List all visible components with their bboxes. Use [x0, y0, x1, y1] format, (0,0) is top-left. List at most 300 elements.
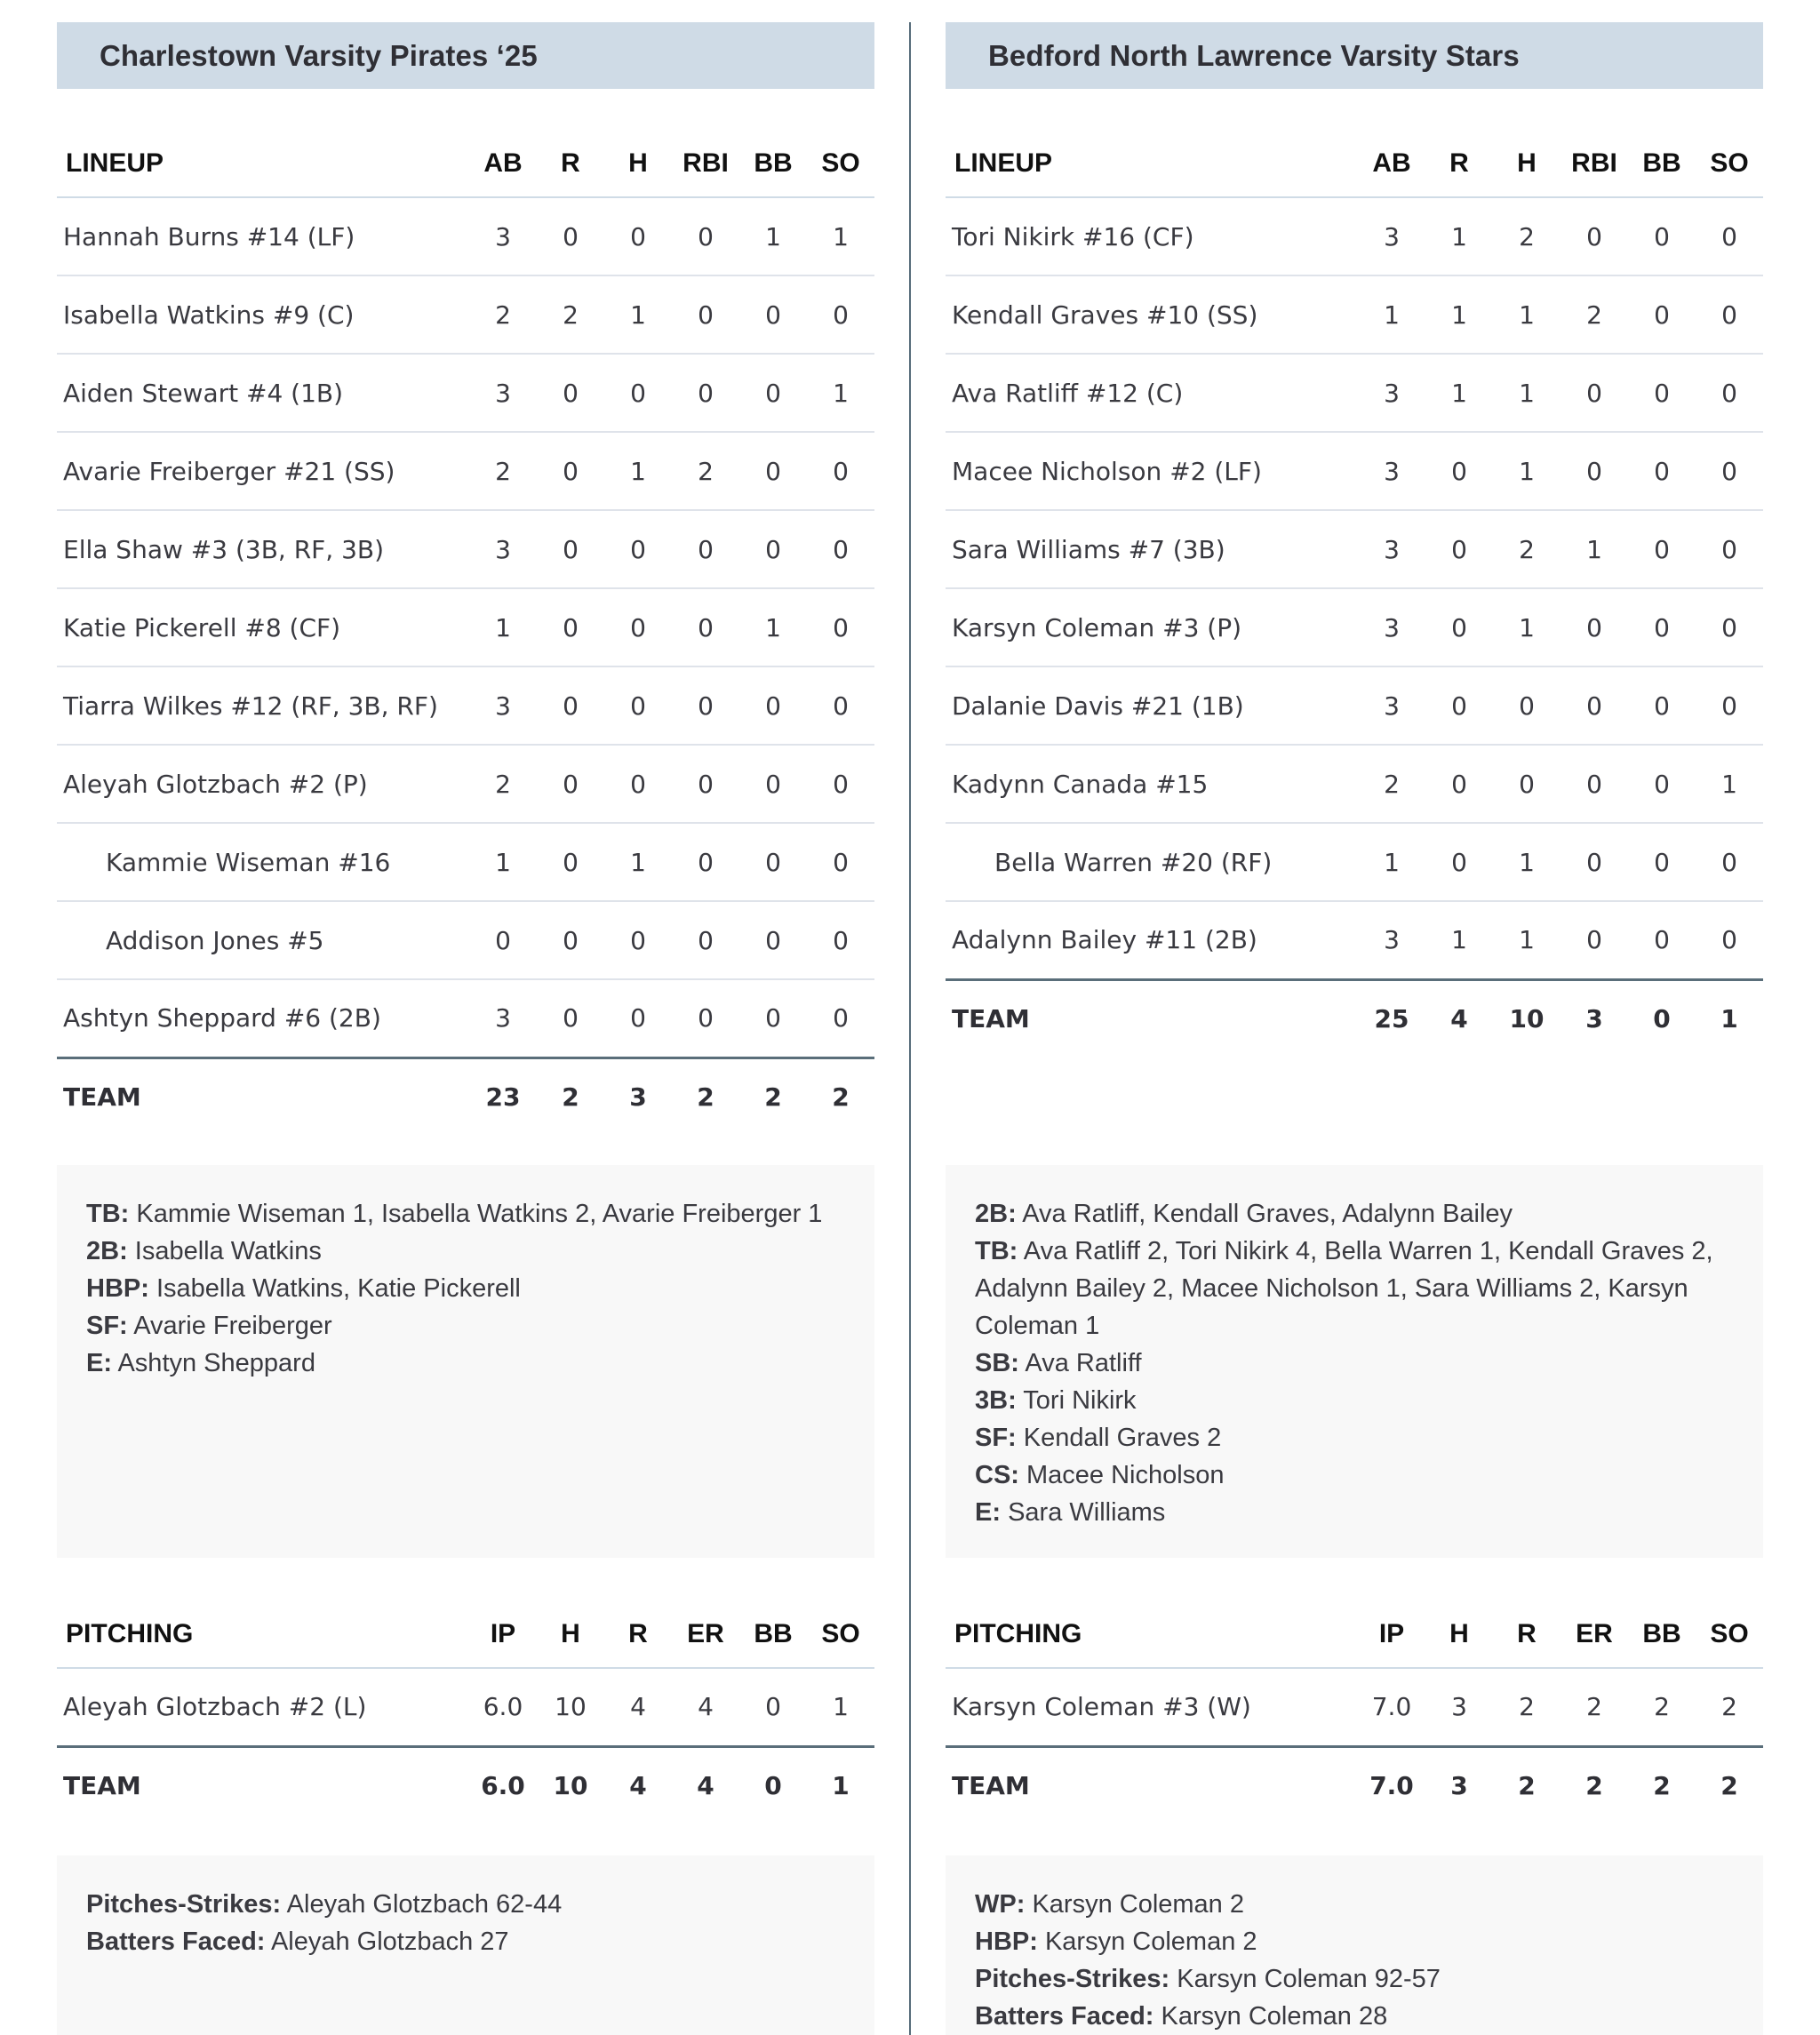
note-label: HBP:	[975, 1927, 1038, 1956]
team-stat-so: 1	[807, 1746, 874, 1824]
stat-ab: 2	[1358, 745, 1425, 823]
stat-bb: 0	[739, 432, 807, 510]
stat-h: 0	[604, 588, 672, 666]
stat-h: 3	[1451, 1692, 1467, 1722]
stat-ip: 6.0	[483, 1692, 523, 1722]
note-label: Batters Faced:	[975, 2002, 1154, 2031]
team-label: TEAM	[57, 1057, 469, 1136]
stat-so: 0	[1721, 925, 1737, 955]
stat-ab: 3	[1358, 354, 1425, 432]
team-totals-row	[946, 979, 1763, 1057]
stat-ab: 3	[1384, 925, 1400, 955]
column-header-r: R	[1425, 120, 1493, 197]
column-header-h: H	[537, 1591, 604, 1668]
stat-r: 0	[537, 666, 604, 745]
stat-ab: 3	[469, 354, 537, 432]
stat-r: 0	[537, 823, 604, 901]
player-row	[57, 197, 874, 275]
stat-ab: 1	[1358, 823, 1425, 901]
team-label: TEAM	[57, 1746, 469, 1824]
stat-rbi: 0	[672, 745, 739, 823]
note-label: SB:	[975, 1349, 1019, 1377]
stat-h: 0	[604, 197, 672, 275]
stat-rbi: 1	[1561, 510, 1628, 588]
stat-rbi: 0	[1586, 925, 1602, 955]
note-text: Aleyah Glotzbach 27	[270, 1927, 509, 1956]
stat-r: 1	[1425, 197, 1493, 275]
player-name: Ashtyn Sheppard #6 (2B)	[63, 1003, 381, 1033]
team-stat-rbi: 2	[672, 1057, 739, 1136]
stat-h: 1	[1493, 432, 1561, 510]
note-text: Kendall Graves 2	[1023, 1424, 1222, 1452]
note-line	[975, 1494, 1734, 1531]
note-line	[86, 1270, 845, 1307]
player-name: Kadynn Canada #15	[946, 745, 1358, 823]
player-name: Bella Warren #20 (RF)	[946, 823, 1358, 901]
stat-bb: 0	[1628, 510, 1696, 588]
stat-bb: 0	[1628, 432, 1696, 510]
section-title: LINEUP	[57, 120, 469, 197]
note-line	[975, 1195, 1734, 1233]
stat-bb: 0	[739, 354, 807, 432]
pitching-table	[946, 1591, 1763, 1824]
column-divider	[909, 22, 911, 2035]
player-name: Kammie Wiseman #16	[57, 823, 469, 901]
home-team-panel	[946, 22, 1763, 2031]
stat-ab: 3	[495, 1003, 511, 1033]
column-header-r: R	[537, 120, 604, 197]
stat-r: 0	[1425, 745, 1493, 823]
stat-so: 0	[807, 666, 874, 745]
team-stat-bb: 2	[739, 1057, 807, 1136]
player-row	[57, 275, 874, 354]
team-label: TEAM	[946, 1746, 1358, 1824]
team-stat-ip: 7.0	[1358, 1746, 1425, 1824]
team-stat-r: 2	[537, 1057, 604, 1136]
player-name: Karsyn Coleman #3 (P)	[946, 588, 1358, 666]
stat-rbi: 2	[672, 432, 739, 510]
team-stat-so: 2	[1696, 1746, 1763, 1824]
player-name: Dalanie Davis #21 (1B)	[946, 666, 1358, 745]
column-header-so: SO	[807, 1591, 874, 1668]
pitcher-row	[57, 1668, 874, 1746]
player-name: Avarie Freiberger #21 (SS)	[57, 432, 469, 510]
stat-r: 0	[537, 588, 604, 666]
column-header-bb: BB	[1628, 1591, 1696, 1668]
stat-rbi: 0	[672, 275, 739, 354]
stat-bb: 0	[739, 901, 807, 979]
note-text: Ashtyn Sheppard	[117, 1349, 315, 1377]
stat-h: 0	[630, 1003, 646, 1033]
stat-r: 1	[1425, 275, 1493, 354]
stat-bb: 0	[739, 510, 807, 588]
player-name: Tori Nikirk #16 (CF)	[946, 197, 1358, 275]
stat-so: 0	[807, 901, 874, 979]
note-text: Isabella Watkins	[134, 1237, 322, 1265]
note-label: Batters Faced:	[86, 1927, 266, 1956]
stat-ab: 3	[1358, 666, 1425, 745]
note-line	[86, 1886, 845, 1923]
player-row	[946, 510, 1763, 588]
stat-h: 0	[1493, 666, 1561, 745]
stat-bb: 1	[739, 197, 807, 275]
column-header-bb: BB	[1628, 120, 1696, 197]
team-stat-bb: 0	[739, 1746, 807, 1824]
column-header-h: H	[604, 120, 672, 197]
stat-r: 0	[537, 432, 604, 510]
stat-rbi: 0	[1561, 745, 1628, 823]
stat-h: 1	[604, 823, 672, 901]
stat-bb: 0	[1628, 197, 1696, 275]
column-header-er: ER	[1561, 1591, 1628, 1668]
stat-r: 0	[537, 510, 604, 588]
note-label: E:	[975, 1498, 1001, 1527]
stat-so: 1	[833, 1692, 849, 1722]
player-row	[57, 354, 874, 432]
column-header-er: ER	[672, 1591, 739, 1668]
team-stat-ab: 23	[469, 1057, 537, 1136]
stat-h: 10	[555, 1692, 587, 1722]
stat-rbi: 2	[1561, 275, 1628, 354]
stat-rbi: 0	[1561, 432, 1628, 510]
column-header-ab: AB	[1358, 120, 1425, 197]
stat-so: 0	[807, 275, 874, 354]
note-text: Ava Ratliff	[1025, 1349, 1142, 1377]
column-header-bb: BB	[739, 1591, 807, 1668]
stat-ab: 1	[469, 588, 537, 666]
stat-rbi: 0	[672, 901, 739, 979]
stat-r: 1	[1425, 354, 1493, 432]
team-stat-bb: 0	[1628, 979, 1696, 1057]
player-row	[57, 823, 874, 901]
note-line	[86, 1195, 845, 1233]
column-header-rbi: RBI	[1561, 120, 1628, 197]
stat-ab: 0	[469, 901, 537, 979]
player-row	[946, 745, 1763, 823]
column-header-h: H	[1425, 1591, 1493, 1668]
note-label: 2B:	[975, 1200, 1017, 1228]
stat-bb: 0	[765, 1692, 781, 1722]
stat-so: 0	[807, 588, 874, 666]
stat-rbi: 0	[1561, 588, 1628, 666]
stat-rbi: 0	[698, 1003, 714, 1033]
team-stat-ab: 25	[1358, 979, 1425, 1057]
stat-ab: 2	[469, 275, 537, 354]
pitcher-row	[946, 1668, 1763, 1746]
player-row	[57, 588, 874, 666]
player-row	[946, 432, 1763, 510]
stat-h: 0	[604, 354, 672, 432]
stat-bb: 0	[1628, 275, 1696, 354]
stat-rbi: 0	[1561, 823, 1628, 901]
stat-rbi: 0	[672, 666, 739, 745]
note-label: SF:	[975, 1424, 1017, 1452]
stat-bb: 0	[739, 745, 807, 823]
stat-so: 0	[807, 745, 874, 823]
stat-rbi: 0	[672, 588, 739, 666]
player-name: Adalynn Bailey #11 (2B)	[952, 925, 1257, 955]
player-row	[57, 510, 874, 588]
player-row	[946, 354, 1763, 432]
stat-bb: 0	[739, 666, 807, 745]
team-name: Charlestown Varsity Pirates ‘25	[100, 38, 538, 72]
stat-h: 0	[604, 745, 672, 823]
stat-so: 0	[1696, 197, 1763, 275]
note-line	[975, 1419, 1734, 1456]
team-stat-ip: 6.0	[469, 1746, 537, 1824]
note-text: Karsyn Coleman 28	[1161, 2002, 1388, 2031]
stat-r: 0	[1425, 510, 1493, 588]
team-header	[946, 22, 1763, 89]
team-stat-r: 2	[1493, 1746, 1561, 1824]
stat-bb: 0	[739, 823, 807, 901]
note-text: Tori Nikirk	[1023, 1386, 1137, 1415]
player-row	[946, 588, 1763, 666]
note-text: Ava Ratliff 2, Tori Nikirk 4, Bella Warren 1, Kendall Graves 2, Adalynn Bailey 2, Macee Nicholson 1, Sara Williams 2, Karsyn Coleman 1	[975, 1237, 1713, 1340]
stat-h: 0	[604, 901, 672, 979]
team-stat-h: 3	[1425, 1746, 1493, 1824]
player-row	[946, 901, 1763, 979]
stat-bb: 0	[765, 1003, 781, 1033]
pitching-notes	[57, 1855, 874, 2035]
pitching-table	[57, 1591, 874, 1824]
player-name: Isabella Watkins #9 (C)	[57, 275, 469, 354]
player-name: Hannah Burns #14 (LF)	[57, 197, 469, 275]
stat-ab: 3	[1358, 510, 1425, 588]
stat-r: 0	[537, 197, 604, 275]
stat-r: 0	[537, 745, 604, 823]
batting-notes	[946, 1165, 1763, 1558]
stat-so: 0	[807, 823, 874, 901]
player-row	[946, 197, 1763, 275]
player-name: Sara Williams #7 (3B)	[946, 510, 1358, 588]
stat-h: 2	[1493, 510, 1561, 588]
stat-so: 0	[1696, 823, 1763, 901]
player-name: Aleyah Glotzbach #2 (P)	[57, 745, 469, 823]
stat-r: 0	[563, 1003, 579, 1033]
player-name: Aiden Stewart #4 (1B)	[57, 354, 469, 432]
stat-bb: 2	[1654, 1692, 1670, 1722]
note-line	[975, 1382, 1734, 1419]
column-header-ip: IP	[1358, 1591, 1425, 1668]
team-stat-r: 4	[604, 1746, 672, 1824]
note-line	[975, 1345, 1734, 1382]
team-stat-er: 4	[672, 1746, 739, 1824]
stat-r: 4	[630, 1692, 646, 1722]
stat-er: 2	[1586, 1692, 1602, 1722]
team-stat-rbi: 3	[1561, 979, 1628, 1057]
stat-r: 0	[537, 354, 604, 432]
stat-ab: 3	[1358, 432, 1425, 510]
stat-rbi: 0	[1561, 354, 1628, 432]
column-header-ip: IP	[469, 1591, 537, 1668]
note-line	[975, 1456, 1734, 1494]
note-text: Karsyn Coleman 92-57	[1177, 1965, 1441, 1993]
player-name: Karsyn Coleman #3 (W)	[952, 1692, 1251, 1722]
stat-bb: 0	[1654, 925, 1670, 955]
table-header-row	[57, 120, 874, 197]
table-header-row	[57, 1591, 874, 1668]
team-totals-row	[57, 1057, 874, 1136]
player-name: Katie Pickerell #8 (CF)	[57, 588, 469, 666]
stat-r: 0	[1425, 432, 1493, 510]
note-text: Avarie Freiberger	[133, 1312, 332, 1340]
note-line	[86, 1923, 845, 1960]
stat-ab: 1	[469, 823, 537, 901]
player-row	[57, 745, 874, 823]
stat-h: 1	[604, 432, 672, 510]
note-label: HBP:	[86, 1274, 149, 1303]
note-label: E:	[86, 1349, 112, 1377]
note-label: Pitches-Strikes:	[86, 1890, 282, 1919]
player-row	[946, 823, 1763, 901]
stat-bb: 0	[739, 275, 807, 354]
away-team-panel	[57, 22, 874, 1956]
table-header-row	[946, 120, 1763, 197]
team-stat-bb: 2	[1628, 1746, 1696, 1824]
stat-r: 0	[1425, 823, 1493, 901]
team-stat-r: 4	[1425, 979, 1493, 1057]
column-header-r: R	[604, 1591, 672, 1668]
note-text: Isabella Watkins, Katie Pickerell	[156, 1274, 521, 1303]
stat-bb: 0	[1628, 588, 1696, 666]
note-label: 2B:	[86, 1237, 128, 1265]
stat-ab: 2	[469, 432, 537, 510]
stat-er: 4	[698, 1692, 714, 1722]
note-text: Sara Williams	[1008, 1498, 1166, 1527]
note-label: Pitches-Strikes:	[975, 1965, 1170, 1993]
team-stat-h: 10	[537, 1746, 604, 1824]
note-line	[86, 1307, 845, 1345]
column-header-r: R	[1493, 1591, 1561, 1668]
stat-so: 0	[833, 1003, 849, 1033]
stat-rbi: 0	[672, 197, 739, 275]
stat-ab: 2	[469, 745, 537, 823]
note-text: Aleyah Glotzbach 62-44	[286, 1890, 563, 1919]
note-text: Kammie Wiseman 1, Isabella Watkins 2, Avarie Freiberger 1	[136, 1200, 823, 1228]
stat-so: 1	[807, 354, 874, 432]
stat-rbi: 0	[672, 823, 739, 901]
stat-so: 0	[1696, 275, 1763, 354]
stat-bb: 0	[1628, 666, 1696, 745]
column-header-ab: AB	[469, 120, 537, 197]
team-stat-so: 1	[1696, 979, 1763, 1057]
team-label: TEAM	[946, 979, 1358, 1057]
note-label: WP:	[975, 1890, 1026, 1919]
stat-ab: 3	[469, 666, 537, 745]
lineup-table	[946, 120, 1763, 1057]
column-header-so: SO	[1696, 1591, 1763, 1668]
stat-h: 0	[604, 666, 672, 745]
stat-so: 1	[1696, 745, 1763, 823]
stat-h: 1	[1493, 354, 1561, 432]
stat-r: 0	[1425, 588, 1493, 666]
stat-bb: 1	[739, 588, 807, 666]
note-text: Karsyn Coleman 2	[1032, 1890, 1244, 1919]
stat-so: 0	[1696, 588, 1763, 666]
stat-so: 0	[807, 432, 874, 510]
team-stat-so: 2	[807, 1057, 874, 1136]
section-title: LINEUP	[946, 120, 1358, 197]
stat-so: 0	[1696, 432, 1763, 510]
stat-r: 1	[1451, 925, 1467, 955]
note-text: Ava Ratliff, Kendall Graves, Adalynn Bailey	[1022, 1200, 1513, 1228]
note-line	[975, 1233, 1734, 1345]
note-text: Macee Nicholson	[1026, 1461, 1225, 1489]
stat-r: 0	[1425, 666, 1493, 745]
note-text: Karsyn Coleman 2	[1044, 1927, 1257, 1956]
stat-r: 0	[537, 901, 604, 979]
stat-so: 0	[1696, 510, 1763, 588]
stat-h: 1	[1493, 823, 1561, 901]
team-stat-h: 3	[604, 1057, 672, 1136]
note-line	[975, 1998, 1734, 2035]
stat-ab: 3	[469, 510, 537, 588]
stat-rbi: 0	[672, 510, 739, 588]
note-line	[86, 1345, 845, 1382]
stat-bb: 0	[1628, 745, 1696, 823]
stat-rbi: 0	[1561, 197, 1628, 275]
note-label: SF:	[86, 1312, 128, 1340]
team-totals-row	[946, 1746, 1763, 1824]
team-stat-er: 2	[1561, 1746, 1628, 1824]
lineup-table	[57, 120, 874, 1136]
stat-so: 0	[1696, 666, 1763, 745]
player-name: Macee Nicholson #2 (LF)	[946, 432, 1358, 510]
team-name: Bedford North Lawrence Varsity Stars	[988, 38, 1520, 72]
player-name: Aleyah Glotzbach #2 (L)	[63, 1692, 367, 1722]
note-line	[975, 1960, 1734, 1998]
player-name: Addison Jones #5	[57, 901, 469, 979]
section-title: PITCHING	[946, 1591, 1358, 1668]
note-line	[86, 1233, 845, 1270]
batting-notes	[57, 1165, 874, 1558]
player-name: Tiarra Wilkes #12 (RF, 3B, RF)	[57, 666, 469, 745]
stat-rbi: 0	[1561, 666, 1628, 745]
stat-rbi: 0	[672, 354, 739, 432]
column-header-h: H	[1493, 120, 1561, 197]
note-label: TB:	[975, 1237, 1018, 1265]
table-header-row	[946, 1591, 1763, 1668]
player-name: Ava Ratliff #12 (C)	[946, 354, 1358, 432]
player-row	[57, 901, 874, 979]
column-header-so: SO	[1696, 120, 1763, 197]
stat-h: 1	[1493, 275, 1561, 354]
column-header-bb: BB	[739, 120, 807, 197]
stat-h: 1	[1493, 588, 1561, 666]
stat-ab: 3	[1358, 588, 1425, 666]
stat-h: 0	[1493, 745, 1561, 823]
player-row	[57, 432, 874, 510]
column-header-rbi: RBI	[672, 120, 739, 197]
stat-h: 1	[604, 275, 672, 354]
stat-bb: 0	[1628, 354, 1696, 432]
stat-h: 1	[1519, 925, 1535, 955]
note-label: TB:	[86, 1200, 130, 1228]
player-name: Ella Shaw #3 (3B, RF, 3B)	[57, 510, 469, 588]
stat-so: 1	[807, 197, 874, 275]
stat-so: 0	[807, 510, 874, 588]
note-line	[975, 1886, 1734, 1923]
note-label: 3B:	[975, 1386, 1017, 1415]
player-name: Kendall Graves #10 (SS)	[946, 275, 1358, 354]
team-header	[57, 22, 874, 89]
stat-so: 0	[1696, 354, 1763, 432]
stat-ip: 7.0	[1371, 1692, 1412, 1722]
stat-h: 2	[1493, 197, 1561, 275]
stat-ab: 3	[1358, 197, 1425, 275]
stat-ab: 1	[1358, 275, 1425, 354]
